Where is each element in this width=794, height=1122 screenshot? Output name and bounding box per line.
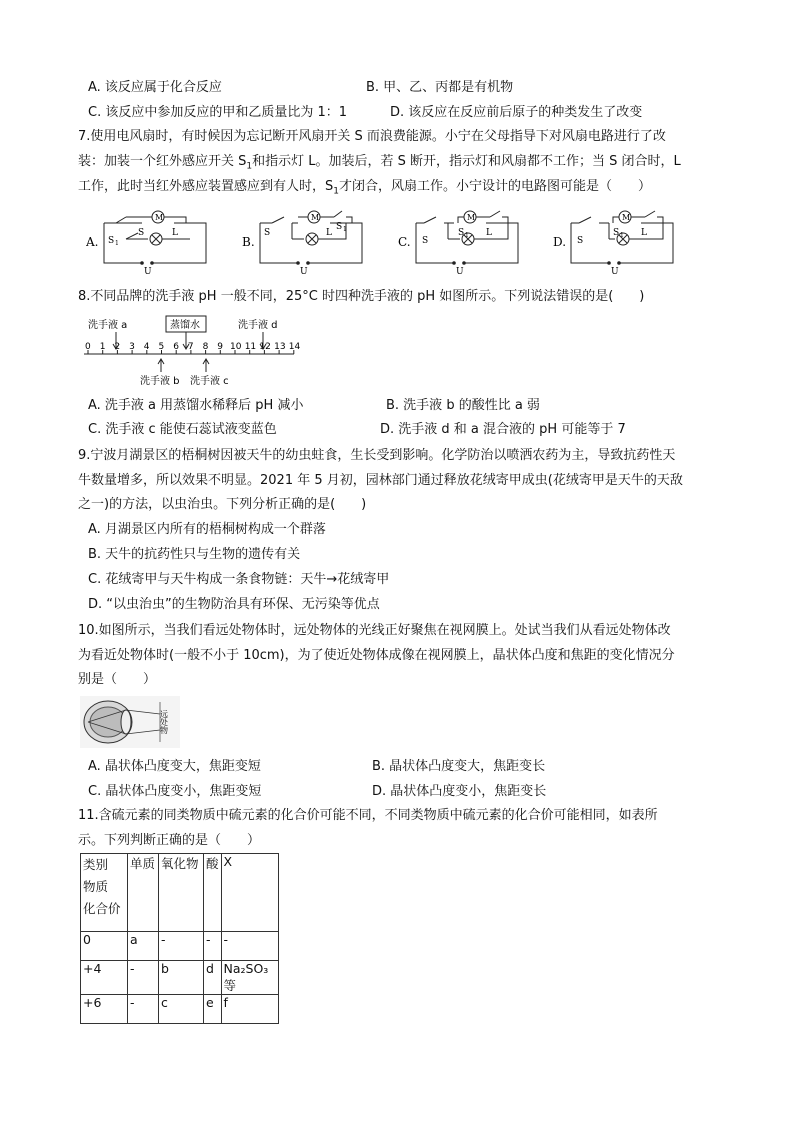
- eye-figure: [80, 696, 180, 752]
- table-cell: -: [204, 932, 222, 961]
- ph-tick-label: 5: [158, 342, 165, 352]
- ph-tick-label: 0: [85, 342, 91, 352]
- q9-stem-line-1: 9.宁波月湖景区的梧桐树因被天牛的幼虫蛀食，生长受到影响。化学防治以喷洒农药为主，导致抗药性天: [78, 448, 676, 463]
- ph-tick-label: 10: [230, 342, 242, 352]
- q8-option-d: D. 洗手液 d 和 a 混合液的 pH 可能等于 7: [380, 422, 626, 437]
- table-corner-cell: 类别 物质 化合价: [81, 854, 128, 932]
- ph-scale: [78, 312, 308, 390]
- q7-circuit-a: [86, 205, 216, 279]
- ph-tick-label: 2: [114, 342, 121, 352]
- q7-circuit-b: [242, 205, 372, 279]
- table-cell: a: [128, 932, 159, 961]
- motor-label: M: [155, 213, 164, 222]
- lens: [121, 710, 131, 734]
- q10-stem-line-1: 10.如图所示，当我们看远处物体时，远处物体的光线正好聚焦在视网膜上。处试当我们从看远处物体改: [78, 623, 671, 638]
- q7-stem-line-1: 7.使用电风扇时，有时候因为忘记断开风扇开关 S 而浪费能源。小宁在父母指导下对风扇电路进行了改: [78, 129, 666, 144]
- table-cell: f: [221, 995, 278, 1024]
- switch-subscript: 1: [343, 226, 347, 233]
- voltage-label: U: [611, 267, 619, 275]
- switch-label: S: [458, 228, 465, 238]
- q8-stem: 8.不同品牌的洗手液 pH 一般不同，25°C 时四种洗手液的 pH 如图所示。下列说法错误的是( ): [78, 289, 645, 304]
- q6-option-c: C. 该反应中参加反应的甲和乙质量比为 1：1: [88, 105, 348, 120]
- ph-tick-label: 3: [129, 342, 135, 352]
- circuit-label: A.: [86, 235, 99, 249]
- table-cell: 0: [81, 932, 128, 961]
- ph-tick-label: 11: [244, 342, 257, 352]
- ph-tick-label: 1: [99, 342, 106, 352]
- voltage-label: U: [300, 267, 308, 275]
- table-cell: -: [221, 932, 278, 961]
- q9-stem-line-2: 牛数量增多，所以效果不明显。2021 年 5 月初，园林部门通过释放花绒寄甲成虫(花绒寄甲是天牛的天敌: [78, 473, 683, 488]
- ph-tick-label: 8: [202, 342, 209, 352]
- q6-option-d: D. 该反应在反应前后原子的种类发生了改变: [390, 105, 643, 120]
- ph-tick-label: 12: [259, 342, 271, 352]
- q10-option-b: B. 晶状体凸度变大，焦距变长: [372, 759, 546, 774]
- circuit-label: C.: [398, 235, 411, 249]
- table-cell: d: [204, 961, 222, 995]
- table-row: [81, 932, 279, 961]
- table-cell: c: [159, 995, 204, 1024]
- table-cell: -: [128, 995, 159, 1024]
- q7-stem-line-2: 装：加装一个红外感应开关 $S_1$和指示灯 L。加装后，若 S 断开，指示灯和风扇都不工作；当 S 闭合时，L: [78, 154, 681, 172]
- table-cell: b: [159, 961, 204, 995]
- motor-label: M: [467, 213, 476, 222]
- q9-option-c: C. 花绒寄甲与天牛构成一条食物链：天牛→花绒寄甲: [88, 572, 390, 587]
- switch-label: S: [613, 228, 620, 238]
- ph-tick-label: 7: [187, 342, 194, 352]
- table-header-cell: 酸: [204, 854, 222, 932]
- q7-circuit-c: [398, 205, 528, 279]
- q6-option-a: A. 该反应属于化合反应: [88, 80, 222, 95]
- lamp-label: L: [326, 228, 332, 238]
- switch-label: S: [336, 222, 343, 232]
- table-header-cell: 单质: [128, 854, 159, 932]
- q6-option-b: B. 甲、乙、丙都是有机物: [366, 80, 514, 95]
- label-handwash-d: 洗手液 d: [238, 320, 278, 331]
- q9-option-b: B. 天牛的抗药性只与生物的遗传有关: [88, 547, 301, 562]
- ph-tick-label: 4: [143, 342, 150, 352]
- table-cell: +6: [81, 995, 128, 1024]
- label-handwash-a: 洗手液 a: [88, 320, 128, 331]
- q9-option-d: D. “以虫治虫”的生物防治具有环保、无污染等优点: [88, 597, 380, 612]
- label-handwash-b: 洗手液 b: [140, 376, 180, 387]
- ph-scale-figure: [78, 312, 308, 394]
- ph-tick-label: 9: [217, 342, 224, 352]
- voltage-label: U: [456, 267, 464, 275]
- table-header-cell: X: [221, 854, 278, 932]
- motor-label: M: [311, 213, 320, 222]
- q11-stem-line-1: 11.含硫元素的同类物质中硫元素的化合价可能不同，不同类物质中硫元素的化合价可能相同，如表所: [78, 808, 658, 823]
- ph-tick-label: 6: [173, 342, 179, 352]
- table-cell: e: [204, 995, 222, 1024]
- q10-option-d: D. 晶状体凸度变小，焦距变长: [372, 784, 547, 799]
- circuit-label: D.: [553, 235, 567, 249]
- q10-stem-line-3: 别是（ ）: [78, 672, 157, 687]
- q9-option-a: A. 月湖景区内所有的梧桐树构成一个群落: [88, 522, 326, 537]
- q7-stem-line-3: 工作，此时当红外感应装置感应到有人时，$S_1$才闭合，风扇工作。小宁设计的电路图可能是（ ）: [78, 179, 652, 197]
- q11-stem-line-2: 示。下列判断正确的是（ ）: [78, 833, 261, 848]
- lamp-label: L: [486, 228, 492, 238]
- switch-label: S: [577, 236, 584, 246]
- q10-stem-line-2: 为看近处物体时(一般不小于 10cm)，为了使近处物体成像在视网膜上，晶状体凸度和焦距的变化情况分: [78, 648, 675, 663]
- switch-subscript: 1: [465, 232, 469, 239]
- q9-stem-line-3: 之一)的方法，以虫治虫。下列分析正确的是( ): [78, 497, 367, 512]
- table-cell: -: [159, 932, 204, 961]
- sulfur-valence-table: [80, 853, 279, 1024]
- table-header-cell: 氧化物: [159, 854, 204, 932]
- lamp-label: L: [172, 228, 178, 238]
- table-cell: +4: [81, 961, 128, 995]
- table-cell: -: [128, 961, 159, 995]
- table-row: [81, 961, 279, 995]
- distant-object-label: 远处物: [159, 710, 169, 734]
- motor-label: M: [622, 213, 631, 222]
- ph-tick-label: 14: [288, 342, 301, 352]
- lamp-label: L: [641, 228, 647, 238]
- q10-option-c: C. 晶状体凸度变小，焦距变短: [88, 784, 262, 799]
- table-row: [81, 995, 279, 1024]
- q8-option-c: C. 洗手液 c 能使石蕊试液变蓝色: [88, 422, 277, 437]
- table-cell: Na₂SO₃ 等: [221, 961, 278, 995]
- ph-tick-label: 13: [274, 342, 286, 352]
- table-header-row: [81, 854, 279, 932]
- q10-option-a: A. 晶状体凸度变大，焦距变短: [88, 759, 261, 774]
- switch-label: S: [264, 228, 271, 238]
- label-handwash-c: 洗手液 c: [190, 376, 229, 387]
- q7-circuit-d: [553, 205, 683, 279]
- switch-subscript: 1: [115, 240, 119, 247]
- voltage-label: U: [144, 267, 152, 275]
- switch-label: S: [138, 228, 145, 238]
- q8-option-b: B. 洗手液 b 的酸性比 a 弱: [386, 398, 540, 413]
- switch-label: S: [422, 236, 429, 246]
- switch-label: S: [108, 236, 115, 246]
- circuit-label: B.: [242, 235, 255, 249]
- switch-subscript: 1: [620, 232, 624, 239]
- q8-option-a: A. 洗手液 a 用蒸馏水稀释后 pH 减小: [88, 398, 304, 413]
- label-distilled-water: 蒸馏水: [170, 320, 200, 331]
